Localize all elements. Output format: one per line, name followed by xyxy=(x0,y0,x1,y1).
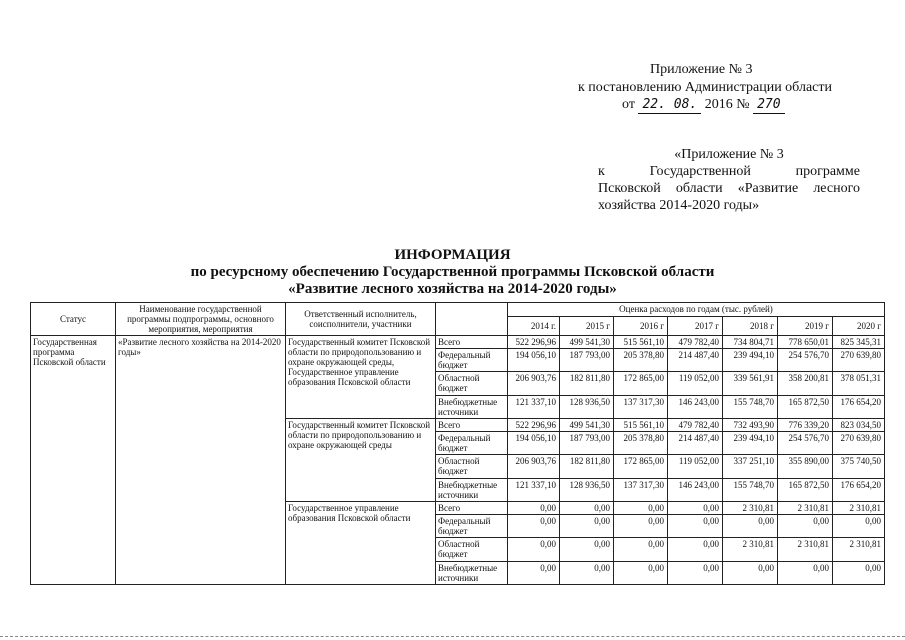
value-cell: 0,00 xyxy=(614,515,668,538)
block-word: Псковской xyxy=(598,181,661,196)
block-word: программе xyxy=(795,164,860,179)
value-cell: 825 345,31 xyxy=(833,336,885,349)
value-cell: 155 748,70 xyxy=(723,396,778,419)
value-cell: 119 052,00 xyxy=(668,372,723,396)
value-cell: 734 804,71 xyxy=(723,336,778,349)
executor-cell: Государственное управление образования Псковской области xyxy=(286,502,436,585)
funding-source-cell: Внебюджетные источники xyxy=(436,562,508,585)
title-line-3: «Развитие лесного хозяйства на 2014-2020 годы» xyxy=(288,281,617,297)
value-cell: 732 493,90 xyxy=(723,419,778,432)
funding-source-cell: Областной бюджет xyxy=(436,372,508,396)
header-executor: Ответственный исполнитель, соисполнители, участники xyxy=(286,303,436,336)
value-cell: 355 890,00 xyxy=(778,455,833,479)
value-cell: 479 782,40 xyxy=(668,336,723,349)
date-prefix: от xyxy=(622,97,635,112)
value-cell: 778 650,01 xyxy=(778,336,833,349)
value-cell: 165 872,50 xyxy=(778,479,833,502)
header-year: 2018 г xyxy=(723,316,778,335)
value-cell: 0,00 xyxy=(508,562,560,585)
program-appendix-block xyxy=(598,146,860,214)
block-word: лесного xyxy=(813,181,860,196)
value-cell: 0,00 xyxy=(723,562,778,585)
title-line-2: по ресурсному обеспечению Государственной программы Псковской области xyxy=(190,264,715,280)
value-cell: 0,00 xyxy=(778,515,833,538)
funding-source-cell: Областной бюджет xyxy=(436,455,508,479)
value-cell: 2 310,81 xyxy=(723,538,778,562)
value-cell: 182 811,80 xyxy=(560,455,614,479)
value-cell: 515 561,10 xyxy=(614,419,668,432)
value-cell: 0,00 xyxy=(614,562,668,585)
funding-source-cell: Внебюджетные источники xyxy=(436,396,508,419)
value-cell: 0,00 xyxy=(560,562,614,585)
funding-source-cell: Областной бюджет xyxy=(436,538,508,562)
resolution-label: к постановлению Администрации области xyxy=(578,80,832,95)
value-cell: 194 056,10 xyxy=(508,432,560,455)
header-name: Наименование государственной программы подпрограммы, основного мероприятия, мероприятия xyxy=(116,303,286,336)
value-cell: 146 243,00 xyxy=(668,396,723,419)
value-cell: 137 317,30 xyxy=(614,396,668,419)
header-year: 2014 г. xyxy=(508,316,560,335)
header-year: 2015 г xyxy=(560,316,614,335)
value-cell: 0,00 xyxy=(723,515,778,538)
value-cell: 182 811,80 xyxy=(560,372,614,396)
value-cell: 0,00 xyxy=(560,538,614,562)
value-cell: 0,00 xyxy=(560,515,614,538)
value-cell: 499 541,30 xyxy=(560,336,614,349)
header-year: 2016 г xyxy=(614,316,668,335)
value-cell: 0,00 xyxy=(668,562,723,585)
value-cell: 358 200,81 xyxy=(778,372,833,396)
block-line-3 xyxy=(598,180,860,197)
value-cell: 176 654,20 xyxy=(833,479,885,502)
value-cell: 0,00 xyxy=(668,515,723,538)
value-cell: 2 310,81 xyxy=(778,538,833,562)
value-cell: 515 561,10 xyxy=(614,336,668,349)
value-cell: 128 936,50 xyxy=(560,479,614,502)
value-cell: 2 310,81 xyxy=(778,502,833,515)
header-year: 2017 г xyxy=(668,316,723,335)
value-cell: 499 541,30 xyxy=(560,419,614,432)
document-title xyxy=(0,247,905,298)
value-cell: 205 378,80 xyxy=(614,432,668,455)
value-cell: 214 487,40 xyxy=(668,432,723,455)
value-cell: 375 740,50 xyxy=(833,455,885,479)
value-cell: 522 296,96 xyxy=(508,419,560,432)
value-cell: 0,00 xyxy=(668,502,723,515)
block-word: области xyxy=(675,181,723,196)
value-cell: 270 639,80 xyxy=(833,349,885,372)
value-cell: 0,00 xyxy=(508,515,560,538)
value-cell: 121 337,10 xyxy=(508,396,560,419)
value-cell: 479 782,40 xyxy=(668,419,723,432)
value-cell: 137 317,30 xyxy=(614,479,668,502)
program-name-cell: «Развитие лесного хозяйства на 2014-2020 годы» xyxy=(116,336,286,585)
value-cell: 254 576,70 xyxy=(778,349,833,372)
block-word: Государственной xyxy=(649,164,751,179)
title-line-1: ИНФОРМАЦИЯ xyxy=(394,247,511,263)
block-word: «Развитие xyxy=(737,181,799,196)
value-cell: 121 337,10 xyxy=(508,479,560,502)
value-cell: 0,00 xyxy=(614,502,668,515)
value-cell: 0,00 xyxy=(833,562,885,585)
value-cell: 187 793,00 xyxy=(560,432,614,455)
value-cell: 165 872,50 xyxy=(778,396,833,419)
block-line-2 xyxy=(598,163,860,180)
value-cell: 0,00 xyxy=(778,562,833,585)
funding-source-cell: Федеральный бюджет xyxy=(436,432,508,455)
value-cell: 0,00 xyxy=(560,502,614,515)
value-cell: 0,00 xyxy=(614,538,668,562)
funding-source-cell: Всего xyxy=(436,419,508,432)
year-number-label: 2016 № xyxy=(704,97,750,112)
header-year: 2020 г xyxy=(833,316,885,335)
status-cell: Государственная программа Псковской области xyxy=(31,336,116,585)
value-cell: 270 639,80 xyxy=(833,432,885,455)
value-cell: 206 903,76 xyxy=(508,455,560,479)
value-cell: 254 576,70 xyxy=(778,432,833,455)
date-line xyxy=(622,96,882,114)
value-cell: 155 748,70 xyxy=(723,479,778,502)
resource-table xyxy=(30,302,885,585)
value-cell: 239 494,10 xyxy=(723,432,778,455)
block-word: к xyxy=(598,164,605,179)
value-cell: 128 936,50 xyxy=(560,396,614,419)
value-cell: 522 296,96 xyxy=(508,336,560,349)
page-edge xyxy=(0,636,905,637)
value-cell: 776 339,20 xyxy=(778,419,833,432)
header-estimate: Оценка расходов по годам (тыс. рублей) xyxy=(508,303,885,317)
table-body xyxy=(31,303,885,585)
block-line-4: хозяйства 2014-2020 годы» xyxy=(598,198,760,213)
block-line-1: «Приложение № 3 xyxy=(674,147,784,162)
header-source xyxy=(436,303,508,336)
value-cell: 239 494,10 xyxy=(723,349,778,372)
value-cell: 337 251,10 xyxy=(723,455,778,479)
table-row xyxy=(31,336,885,349)
value-cell: 172 865,00 xyxy=(614,372,668,396)
value-cell: 378 051,31 xyxy=(833,372,885,396)
value-cell: 146 243,00 xyxy=(668,479,723,502)
value-cell: 823 034,50 xyxy=(833,419,885,432)
value-cell: 205 378,80 xyxy=(614,349,668,372)
value-cell: 2 310,81 xyxy=(723,502,778,515)
value-cell: 339 561,91 xyxy=(723,372,778,396)
header-status: Статус xyxy=(31,303,116,336)
appendix-label: Приложение № 3 xyxy=(650,62,753,77)
handwritten-date: 22. 08. xyxy=(638,96,701,114)
executor-cell: Государственный комитет Псковской области по природопользованию и охране окружающей среды, Государственное управление образования Псковской области xyxy=(286,336,436,419)
handwritten-number: 270 xyxy=(753,96,784,114)
value-cell: 0,00 xyxy=(508,538,560,562)
value-cell: 119 052,00 xyxy=(668,455,723,479)
value-cell: 0,00 xyxy=(833,515,885,538)
funding-source-cell: Всего xyxy=(436,502,508,515)
funding-source-cell: Всего xyxy=(436,336,508,349)
funding-source-cell: Внебюджетные источники xyxy=(436,479,508,502)
value-cell: 214 487,40 xyxy=(668,349,723,372)
value-cell: 2 310,81 xyxy=(833,502,885,515)
value-cell: 0,00 xyxy=(508,502,560,515)
value-cell: 187 793,00 xyxy=(560,349,614,372)
header-year: 2019 г xyxy=(778,316,833,335)
executor-cell: Государственный комитет Псковской области по природопользованию и охране окружающей среды xyxy=(286,419,436,502)
funding-source-cell: Федеральный бюджет xyxy=(436,515,508,538)
value-cell: 2 310,81 xyxy=(833,538,885,562)
value-cell: 172 865,00 xyxy=(614,455,668,479)
value-cell: 206 903,76 xyxy=(508,372,560,396)
value-cell: 0,00 xyxy=(668,538,723,562)
funding-source-cell: Федеральный бюджет xyxy=(436,349,508,372)
value-cell: 176 654,20 xyxy=(833,396,885,419)
value-cell: 194 056,10 xyxy=(508,349,560,372)
